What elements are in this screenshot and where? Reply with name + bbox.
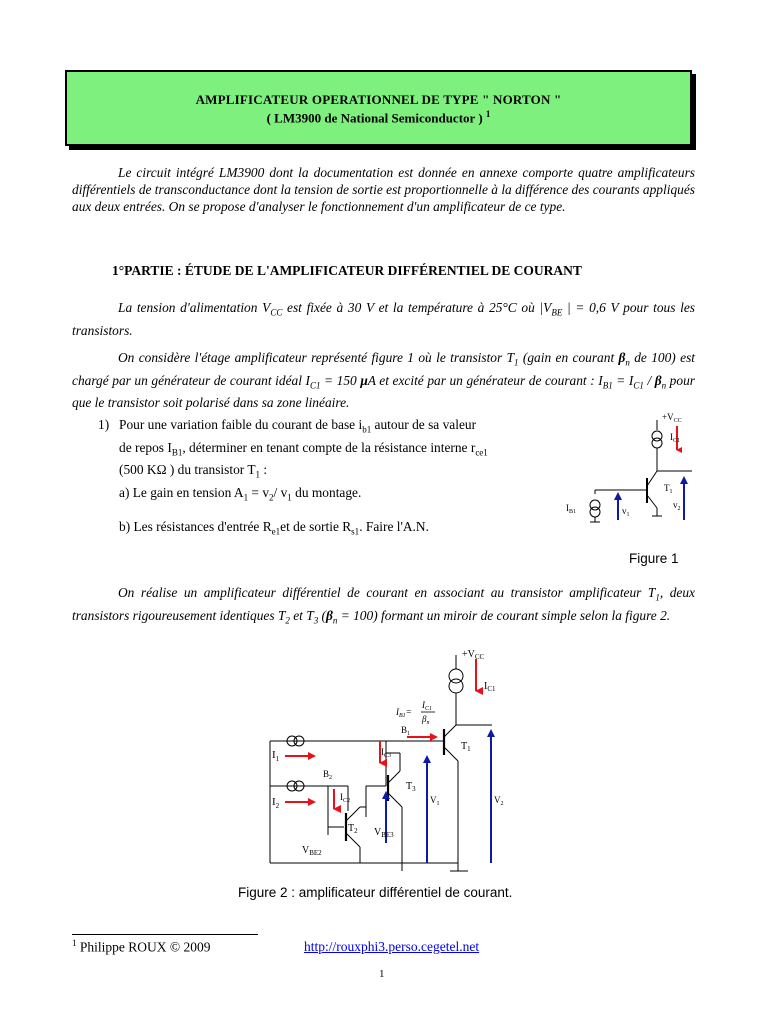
fig2-v1-label: $V_1$ <box>430 795 440 807</box>
page-number: 1 <box>379 968 385 980</box>
fig2-vcc-label: $+V_{CC}$ <box>462 649 485 661</box>
supply-paragraph: La tension d'alimentation $V_{CC}$ est fixée à 30 V et la température à 25°C où $|V_{BE}$ | = 0,6 V pour tous les transistors. <box>72 300 696 338</box>
title-line-2: ( LM3900 de National Semiconductor ) $^1$ <box>266 109 491 126</box>
fig2-ib1-eq-num: $I_{C1}$ <box>422 700 433 712</box>
fig2-vbe3-label: $V_{BE3}$ <box>374 827 394 839</box>
footnote: $^1$ Philippe ROUX © 2009 <box>72 938 211 955</box>
figure2-diagram <box>262 645 512 885</box>
fig2-t2-label: $T_2$ <box>348 823 358 835</box>
fig2-b2-label: $B_2$ <box>323 769 333 781</box>
fig1-t1-label: $T_1$ <box>664 483 673 495</box>
fig1-v1-label: $v_1$ <box>622 506 630 518</box>
title-box <box>65 70 692 146</box>
fig2-v2-label: $V_2$ <box>494 795 504 807</box>
figure1-caption: Figure 1 <box>629 551 679 566</box>
figure1-diagram <box>560 408 700 528</box>
footnote-divider <box>72 934 258 935</box>
fig1-v2-label: $v_2$ <box>673 500 681 512</box>
stage-paragraph: On considère l'étage amplificateur représenté figure 1 où le transistor $T_1$ (gain en courant $\beta_n$ de 100) est chargé par un générateur de courant idéal $I_{C1} = 150$ μA et excité par un générateur de courant : $I_{B1} = I_{C1} / \beta_n$ pour que le transistor soit polarisé dans sa zone linéaire. <box>72 350 696 411</box>
fig2-ib1-eq-left: $I_{B1}=$ <box>396 707 412 719</box>
fig1-ic1-label: $I_{C1}$ <box>670 432 681 444</box>
figure2-caption: Figure 2 : amplificateur différentiel de courant. <box>238 885 513 900</box>
fig2-i2-label: $I_2$ <box>272 796 280 810</box>
fig2-ic3-label: $I_{C3}$ <box>381 747 392 759</box>
question1-b: b) Les résistances d'entrée $R_{e1}et$ de sortie $R_{s1}$. Faire l'A.N. <box>119 519 429 537</box>
fig2-ic2-label: $I_{C2}$ <box>340 792 351 804</box>
part1-heading: 1°PARTIE : ÉTUDE DE L'AMPLIFICATEUR DIFFÉRENTIEL DE COURANT <box>112 263 582 278</box>
fig2-ic1-label: $I_{C1}$ <box>484 681 496 693</box>
author-website-link[interactable]: http://rouxphi3.perso.cegetel.net <box>304 939 480 954</box>
mirror-paragraph: On réalise un amplificateur différentiel de courant en associant au transistor amplificateur $T_1$, deux transistors rigoureusement identiques $T_2$ et $T_3$ $(\beta_n = 100)$ formant un miroir de courant simple selon la figure 2. <box>72 585 695 626</box>
question1-a: a) Le gain en tension $A_1 = v_2/$ $v_1$ du montage. <box>119 485 362 503</box>
intro-paragraph: Le circuit intégré LM3900 dont la documentation est donnée en annexe comporte quatre amplificateurs différentiels de transconductance dont la tension de sortie est proportionnelle à la différence des courants appliqués aux deux entrées. On se propose d'analyser le fonctionnement d'un amplificateur de ce type. <box>72 165 695 214</box>
question1-text: Pour une variation faible du courant de base $i_{b1}$ autour de sa valeur de repos $I_{B1}$, déterminer en tenant compte de la résistance interne $r_{ce1}$ (500 KΩ ) du transistor $T_1$ : <box>119 417 488 481</box>
fig2-t1-label: $T_1$ <box>461 741 471 753</box>
question1-number: 1) <box>98 417 110 432</box>
title-line-1: AMPLIFICATEUR OPERATIONNEL DE TYPE " NORTON " <box>195 92 562 107</box>
fig1-vcc-label: $+V_{CC}$ <box>662 412 682 424</box>
fig2-ib1-eq-den: $\beta_n$ <box>422 714 430 726</box>
fig2-vbe2-label: $V_{BE2}$ <box>302 845 322 857</box>
fig2-i1-label: $I_1$ <box>272 749 280 763</box>
fig2-b1-label: $B_1$ <box>401 725 411 737</box>
fig1-ib1-label: $I_{B1}$ <box>566 503 577 515</box>
fig2-t3-label: $T_3$ <box>406 781 416 793</box>
